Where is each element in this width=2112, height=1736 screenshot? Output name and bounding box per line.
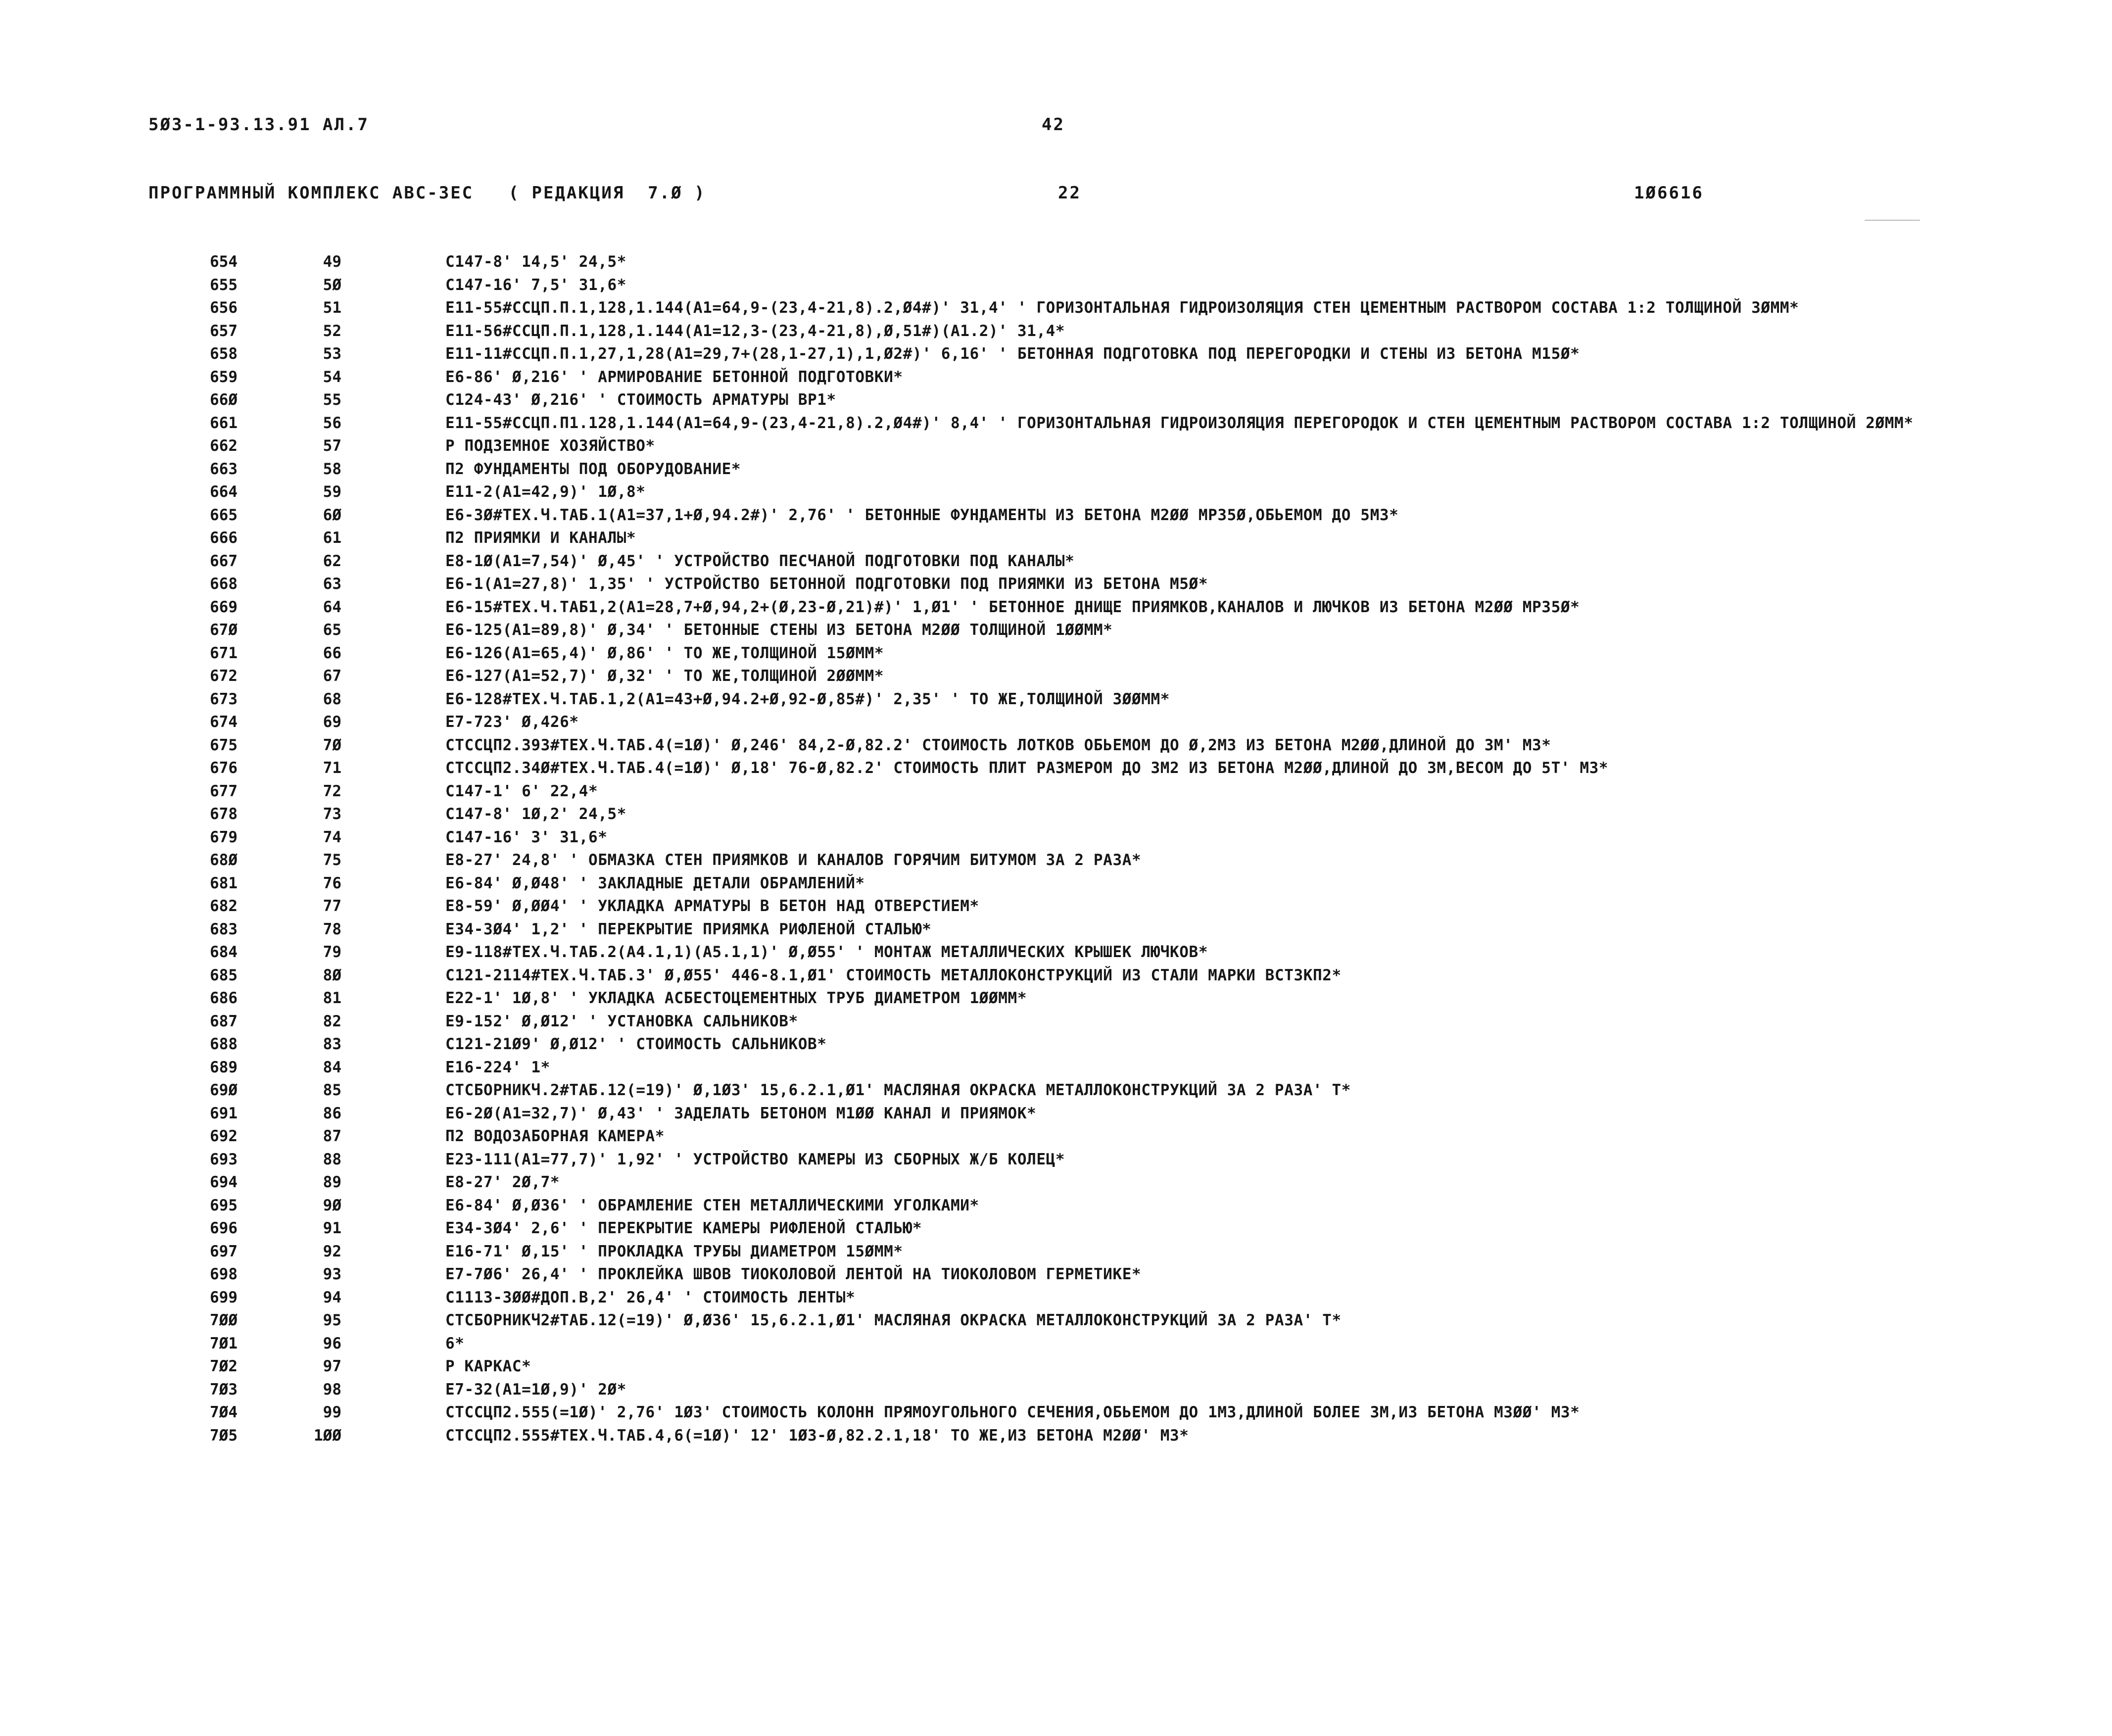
listing — [0, 250, 2112, 1447]
listing-row — [0, 596, 2112, 619]
record-number: 92 — [323, 1242, 341, 1260]
line-number: 669 — [210, 598, 238, 616]
record-number: 98 — [323, 1380, 341, 1398]
line-number: 666 — [210, 529, 238, 547]
listing-row — [0, 412, 2112, 435]
record-number: 82 — [323, 1012, 341, 1030]
listing-row — [0, 895, 2112, 918]
record-number: 55 — [323, 391, 341, 409]
line-number: 7Ø4 — [210, 1403, 238, 1421]
record-number: 75 — [323, 851, 341, 869]
listing-row — [0, 320, 2112, 343]
line-number: 69Ø — [210, 1081, 238, 1099]
listing-row — [0, 1332, 2112, 1355]
line-number: 674 — [210, 713, 238, 731]
record-text: Е22-1' 1Ø,8' ' УКЛАДКА АСБЕСТОЦЕМЕНТНЫХ ТРУБ ДИАМЕТРОМ 1ØØММ* — [445, 989, 1027, 1007]
record-text: СТССЦП2.34Ø#ТЕХ.Ч.ТАБ.4(=1Ø)' Ø,18' 76-Ø,82.2' СТОИМОСТЬ ПЛИТ РАЗМЕРОМ ДО 3М2 ИЗ БЕТОНА М2ØØ,ДЛИНОЙ ДО 3М,ВЕСОМ ДО 5Т' М3* — [445, 759, 1609, 777]
record-text: Е8-27' 2Ø,7* — [445, 1173, 560, 1191]
record-text: Е16-71' Ø,15' ' ПРОКЛАДКА ТРУБЫ ДИАМЕТРОМ 15ØММ* — [445, 1242, 903, 1260]
record-text: Е9-118#ТЕХ.Ч.ТАБ.2(А4.1,1)(А5.1,1)' Ø,Ø55' ' МОНТАЖ МЕТАЛЛИЧЕСКИХ КРЫШЕК ЛЮЧКОВ* — [445, 943, 1208, 961]
record-text: С147-8' 14,5' 24,5* — [445, 253, 627, 271]
listing-row — [0, 388, 2112, 412]
record-number: 67 — [323, 667, 341, 685]
line-number: 677 — [210, 782, 238, 800]
record-number: 6Ø — [323, 506, 341, 524]
record-text: Е6-15#ТЕХ.Ч.ТАБ1,2(А1=28,7+Ø,94,2+(Ø,23-Ø,21)#)' 1,Ø1' ' БЕТОННОЕ ДНИЩЕ ПРИЯМКОВ,КАНАЛОВ И ЛЮЧКОВ ИЗ БЕТОНА М2ØØ МР35Ø* — [445, 598, 1580, 616]
listing-row — [0, 296, 2112, 320]
line-number: 667 — [210, 552, 238, 570]
record-number: 52 — [323, 322, 341, 340]
record-text: Е6-84' Ø,Ø48' ' ЗАКЛАДНЫЕ ДЕТАЛИ ОБРАМЛЕНИЙ* — [445, 874, 865, 892]
record-text: Е6-1(А1=27,8)' 1,35' ' УСТРОЙСТВО БЕТОННОЙ ПОДГОТОВКИ ПОД ПРИЯМКИ ИЗ БЕТОНА М5Ø* — [445, 575, 1208, 593]
listing-row — [0, 1424, 2112, 1447]
line-number: 675 — [210, 736, 238, 754]
record-number: 73 — [323, 805, 341, 823]
record-number: 65 — [323, 621, 341, 639]
listing-row — [0, 665, 2112, 688]
record-number: 53 — [323, 345, 341, 363]
document-code: 5Ø3-1-93.13.91 АЛ.7 — [148, 115, 369, 135]
record-text: С121-2114#ТЕХ.Ч.ТАБ.3' Ø,Ø55' 446-8.1,Ø1' СТОИМОСТЬ МЕТАЛЛОКОНСТРУКЦИЙ ИЗ СТАЛИ МАРКИ ВСТ3КП2* — [445, 966, 1342, 984]
record-number: 58 — [323, 460, 341, 478]
listing-row — [0, 1079, 2112, 1102]
listing-row — [0, 434, 2112, 458]
line-number: 671 — [210, 644, 238, 662]
line-number: 696 — [210, 1219, 238, 1237]
line-number: 691 — [210, 1104, 238, 1122]
line-number: 657 — [210, 322, 238, 340]
listing-row — [0, 366, 2112, 389]
record-number: 99 — [323, 1403, 341, 1421]
record-number: 51 — [323, 299, 341, 317]
record-text: Е34-3Ø4' 1,2' ' ПЕРЕКРЫТИЕ ПРИЯМКА РИФЛЕНОЙ СТАЛЬЮ* — [445, 920, 932, 938]
record-number: 49 — [323, 253, 341, 271]
record-text: Е6-2Ø(А1=32,7)' Ø,43' ' ЗАДЕЛАТЬ БЕТОНОМ М1ØØ КАНАЛ И ПРИЯМОК* — [445, 1104, 1037, 1122]
record-text: СТСБОРНИКЧ2#ТАБ.12(=19)' Ø,Ø36' 15,6.2.1,Ø1' МАСЛЯНАЯ ОКРАСКА МЕТАЛЛОКОНСТРУКЦИЙ ЗА 2 РАЗА' Т* — [445, 1311, 1342, 1329]
line-number: 693 — [210, 1150, 238, 1168]
record-text: СТССЦП2.393#ТЕХ.Ч.ТАБ.4(=1Ø)' Ø,246' 84,2-Ø,82.2' СТОИМОСТЬ ЛОТКОВ ОБЬЕМОМ ДО Ø,2М3 ИЗ БЕТОНА М2ØØ,ДЛИНОЙ ДО 3М' М3* — [445, 736, 1551, 754]
page-number: 42 — [1042, 115, 1065, 135]
line-number: 695 — [210, 1196, 238, 1214]
listing-row — [0, 1401, 2112, 1424]
line-number: 689 — [210, 1058, 238, 1076]
line-number: 664 — [210, 483, 238, 501]
line-number: 684 — [210, 943, 238, 961]
line-number: 662 — [210, 437, 238, 455]
record-text: СТССЦП2.555#ТЕХ.Ч.ТАБ.4,6(=1Ø)' 12' 1Ø3-Ø,82.2.1,18' ТО ЖЕ,ИЗ БЕТОНА М2ØØ' М3* — [445, 1426, 1189, 1445]
line-number: 659 — [210, 368, 238, 386]
record-number: 89 — [323, 1173, 341, 1191]
listing-row — [0, 1240, 2112, 1263]
record-number: 71 — [323, 759, 341, 777]
line-number: 679 — [210, 828, 238, 846]
line-number: 697 — [210, 1242, 238, 1260]
record-number: 62 — [323, 552, 341, 570]
line-number: 654 — [210, 253, 238, 271]
header-rule — [1865, 220, 1920, 221]
record-text: Е16-224' 1* — [445, 1058, 550, 1076]
line-number: 68Ø — [210, 851, 238, 869]
listing-row — [0, 688, 2112, 711]
record-text: Е6-127(А1=52,7)' Ø,32' ' ТО ЖЕ,ТОЛЩИНОЙ 2ØØММ* — [445, 667, 884, 685]
record-text: Е7-32(А1=1Ø,9)' 2Ø* — [445, 1380, 627, 1398]
listing-row — [0, 1125, 2112, 1148]
record-text: П2 ФУНДАМЕНТЫ ПОД ОБОРУДОВАНИЕ* — [445, 460, 741, 478]
record-number: 9Ø — [323, 1196, 341, 1214]
listing-row — [0, 918, 2112, 941]
line-number: 7Ø5 — [210, 1426, 238, 1445]
document-number: 1Ø6616 — [1634, 183, 1704, 203]
listing-row — [0, 849, 2112, 872]
record-text: П2 ВОДОЗАБОРНАЯ КАМЕРА* — [445, 1127, 665, 1145]
listing-row — [0, 342, 2112, 366]
record-text: Е7-7Ø6' 26,4' ' ПРОКЛЕЙКА ШВОВ ТИОКОЛОВОЙ ЛЕНТОЙ НА ТИОКОЛОВОМ ГЕРМЕТИКЕ* — [445, 1265, 1142, 1283]
listing-row — [0, 619, 2112, 642]
record-number: 88 — [323, 1150, 341, 1168]
listing-row — [0, 1010, 2112, 1033]
line-number: 676 — [210, 759, 238, 777]
line-number: 683 — [210, 920, 238, 938]
listing-row — [0, 734, 2112, 757]
listing-row — [0, 987, 2112, 1010]
listing-row — [0, 274, 2112, 297]
record-number: 63 — [323, 575, 341, 593]
line-number: 672 — [210, 667, 238, 685]
line-number: 7Ø1 — [210, 1334, 238, 1352]
record-number: 8Ø — [323, 966, 341, 984]
record-text: С121-21Ø9' Ø,Ø12' ' СТОИМОСТЬ САЛЬНИКОВ* — [445, 1035, 827, 1053]
record-number: 5Ø — [323, 276, 341, 294]
record-text: С124-43' Ø,216' ' СТОИМОСТЬ АРМАТУРЫ ВР1* — [445, 391, 836, 409]
record-text: Е6-126(А1=65,4)' Ø,86' ' ТО ЖЕ,ТОЛЩИНОЙ 15ØММ* — [445, 644, 884, 662]
record-text: Е6-84' Ø,Ø36' ' ОБРАМЛЕНИЕ СТЕН МЕТАЛЛИЧЕСКИМИ УГОЛКАМИ* — [445, 1196, 979, 1214]
program-title: ПРОГРАММНЫЙ КОМПЛЕКС АВС-3ЕС ( РЕДАКЦИЯ 7.Ø ) — [148, 183, 706, 203]
listing-row — [0, 458, 2112, 481]
record-number: 56 — [323, 414, 341, 432]
record-number: 84 — [323, 1058, 341, 1076]
listing-row — [0, 780, 2112, 803]
line-number: 685 — [210, 966, 238, 984]
record-text: Е8-27' 24,8' ' ОБМАЗКА СТЕН ПРИЯМКОВ И КАНАЛОВ ГОРЯЧИМ БИТУМОМ ЗА 2 РАЗА* — [445, 851, 1142, 869]
listing-row — [0, 642, 2112, 665]
record-text: Е6-3Ø#ТЕХ.Ч.ТАБ.1(А1=37,1+Ø,94.2#)' 2,76' ' БЕТОННЫЕ ФУНДАМЕНТЫ ИЗ БЕТОНА М2ØØ МР35Ø,ОБЬЕМОМ ДО 5М3* — [445, 506, 1399, 524]
line-number: 7Ø3 — [210, 1380, 238, 1398]
line-number: 673 — [210, 690, 238, 708]
record-text: Е6-128#ТЕХ.Ч.ТАБ.1,2(А1=43+Ø,94.2+Ø,92-Ø,85#)' 2,35' ' ТО ЖЕ,ТОЛЩИНОЙ 3ØØММ* — [445, 690, 1170, 708]
record-text: СТСБОРНИКЧ.2#ТАБ.12(=19)' Ø,1Ø3' 15,6.2.1,Ø1' МАСЛЯНАЯ ОКРАСКА МЕТАЛЛОКОНСТРУКЦИЙ ЗА 2 РАЗА' Т* — [445, 1081, 1351, 1099]
record-text: Р ПОДЗЕМНОЕ ХОЗЯЙСТВО* — [445, 437, 655, 455]
listing-row — [0, 711, 2112, 734]
record-text: Е9-152' Ø,Ø12' ' УСТАНОВКА САЛЬНИКОВ* — [445, 1012, 798, 1030]
listing-row — [0, 1056, 2112, 1079]
line-number: 665 — [210, 506, 238, 524]
listing-row — [0, 1263, 2112, 1286]
listing-row — [0, 826, 2112, 849]
listing-row — [0, 757, 2112, 780]
record-number: 59 — [323, 483, 341, 501]
record-text: Е11-55#ССЦП.П1.128,1.144(А1=64,9-(23,4-21,8).2,Ø4#)' 8,4' ' ГОРИЗОНТАЛЬНАЯ ГИДРОИЗОЛЯЦИЯ ПЕРЕГОРОДОК И СТЕН ЦЕМЕНТНЫМ РАСТВОРОМ СОСТАВА 1:2 ТОЛЩИНОЙ 2ØММ* — [445, 414, 1914, 432]
listing-row — [0, 1171, 2112, 1194]
listing-row — [0, 941, 2112, 964]
record-number: 95 — [323, 1311, 341, 1329]
listing-row — [0, 1309, 2112, 1332]
line-number: 688 — [210, 1035, 238, 1053]
record-number: 86 — [323, 1104, 341, 1122]
listing-row — [0, 1148, 2112, 1171]
listing-row — [0, 1194, 2112, 1217]
record-text: Е6-86' Ø,216' ' АРМИРОВАНИЕ БЕТОННОЙ ПОДГОТОВКИ* — [445, 368, 903, 386]
record-number: 74 — [323, 828, 341, 846]
record-text: СТССЦП2.555(=1Ø)' 2,76' 1Ø3' СТОИМОСТЬ КОЛОНН ПРЯМОУГОЛЬНОГО СЕЧЕНИЯ,ОБЬЕМОМ ДО 1М3,ДЛИНОЙ БОЛЕЕ 3М,ИЗ БЕТОНА М3ØØ' М3* — [445, 1403, 1580, 1421]
line-number: 656 — [210, 299, 238, 317]
line-number: 7ØØ — [210, 1311, 238, 1329]
record-text: С147-16' 3' 31,6* — [445, 828, 608, 846]
record-text: Е7-723' Ø,426* — [445, 713, 579, 731]
listing-row — [0, 550, 2112, 573]
record-number: 1ØØ — [314, 1426, 341, 1445]
record-number: 69 — [323, 713, 341, 731]
listing-row — [0, 872, 2112, 895]
line-number: 698 — [210, 1265, 238, 1283]
listing-row — [0, 1033, 2112, 1056]
line-number: 663 — [210, 460, 238, 478]
record-text: П2 ПРИЯМКИ И КАНАЛЫ* — [445, 529, 636, 547]
record-number: 76 — [323, 874, 341, 892]
record-number: 64 — [323, 598, 341, 616]
record-text: Е11-56#ССЦП.П.1,128,1.144(А1=12,3-(23,4-21,8),Ø,51#)(А1.2)' 31,4* — [445, 322, 1065, 340]
record-text: Е23-111(А1=77,7)' 1,92' ' УСТРОЙСТВО КАМЕРЫ ИЗ СБОРНЫХ Ж/Б КОЛЕЦ* — [445, 1150, 1065, 1168]
record-text: Е11-55#ССЦП.П.1,128,1.144(А1=64,9-(23,4-21,8).2,Ø4#)' 31,4' ' ГОРИЗОНТАЛЬНАЯ ГИДРОИЗОЛЯЦИЯ СТЕН ЦЕМЕНТНЫМ РАСТВОРОМ СОСТАВА 1:2 ТОЛЩИНОЙ 3ØММ* — [445, 299, 1799, 317]
line-number: 655 — [210, 276, 238, 294]
line-number: 699 — [210, 1288, 238, 1306]
line-number: 668 — [210, 575, 238, 593]
record-number: 93 — [323, 1265, 341, 1283]
line-number: 682 — [210, 897, 238, 915]
record-number: 91 — [323, 1219, 341, 1237]
line-number: 7Ø2 — [210, 1357, 238, 1375]
record-text: Е8-1Ø(А1=7,54)' Ø,45' ' УСТРОЙСТВО ПЕСЧАНОЙ ПОДГОТОВКИ ПОД КАНАЛЫ* — [445, 552, 1075, 570]
record-text: Е11-11#ССЦП.П.1,27,1,28(А1=29,7+(28,1-27,1),1,Ø2#)' 6,16' ' БЕТОННАЯ ПОДГОТОВКА ПОД ПЕРЕГОРОДКИ И СТЕНЫ ИЗ БЕТОНА М15Ø* — [445, 345, 1580, 363]
record-number: 7Ø — [323, 736, 341, 754]
record-text: С147-1' 6' 22,4* — [445, 782, 598, 800]
record-number: 66 — [323, 644, 341, 662]
record-number: 97 — [323, 1357, 341, 1375]
record-text: Е11-2(А1=42,9)' 1Ø,8* — [445, 483, 646, 501]
listing-row — [0, 527, 2112, 550]
record-text: Е8-59' Ø,ØØ4' ' УКЛАДКА АРМАТУРЫ В БЕТОН НАД ОТВЕРСТИЕМ* — [445, 897, 979, 915]
listing-row — [0, 964, 2112, 987]
listing-row — [0, 1217, 2112, 1240]
record-number: 78 — [323, 920, 341, 938]
record-number: 85 — [323, 1081, 341, 1099]
record-number: 57 — [323, 437, 341, 455]
listing-row — [0, 1286, 2112, 1309]
listing-row — [0, 250, 2112, 274]
record-text: Р КАРКАС* — [445, 1357, 531, 1375]
record-text: Е6-125(А1=89,8)' Ø,34' ' БЕТОННЫЕ СТЕНЫ ИЗ БЕТОНА М2ØØ ТОЛЩИНОЙ 1ØØММ* — [445, 621, 1113, 639]
listing-row — [0, 504, 2112, 527]
listing-row — [0, 1378, 2112, 1401]
record-number: 94 — [323, 1288, 341, 1306]
record-text: С147-16' 7,5' 31,6* — [445, 276, 627, 294]
line-number: 687 — [210, 1012, 238, 1030]
record-number: 54 — [323, 368, 341, 386]
listing-row — [0, 481, 2112, 504]
record-text: С147-8' 1Ø,2' 24,5* — [445, 805, 627, 823]
line-number: 67Ø — [210, 621, 238, 639]
line-number: 678 — [210, 805, 238, 823]
listing-row — [0, 1355, 2112, 1378]
record-number: 77 — [323, 897, 341, 915]
record-number: 72 — [323, 782, 341, 800]
record-number: 79 — [323, 943, 341, 961]
subpage-number: 22 — [1058, 183, 1081, 203]
line-number: 658 — [210, 345, 238, 363]
record-text: С1113-3ØØ#ДОП.В,2' 26,4' ' СТОИМОСТЬ ЛЕНТЫ* — [445, 1288, 856, 1306]
line-number: 692 — [210, 1127, 238, 1145]
record-number: 83 — [323, 1035, 341, 1053]
record-number: 61 — [323, 529, 341, 547]
line-number: 681 — [210, 874, 238, 892]
line-number: 694 — [210, 1173, 238, 1191]
record-number: 96 — [323, 1334, 341, 1352]
line-number: 661 — [210, 414, 238, 432]
line-number: 686 — [210, 989, 238, 1007]
record-text: Е34-3Ø4' 2,6' ' ПЕРЕКРЫТИЕ КАМЕРЫ РИФЛЕНОЙ СТАЛЬЮ* — [445, 1219, 922, 1237]
record-text: 6* — [445, 1334, 465, 1352]
listing-row — [0, 803, 2112, 826]
record-number: 81 — [323, 989, 341, 1007]
line-number: 66Ø — [210, 391, 238, 409]
record-number: 68 — [323, 690, 341, 708]
listing-row — [0, 1102, 2112, 1125]
record-number: 87 — [323, 1127, 341, 1145]
listing-row — [0, 573, 2112, 596]
